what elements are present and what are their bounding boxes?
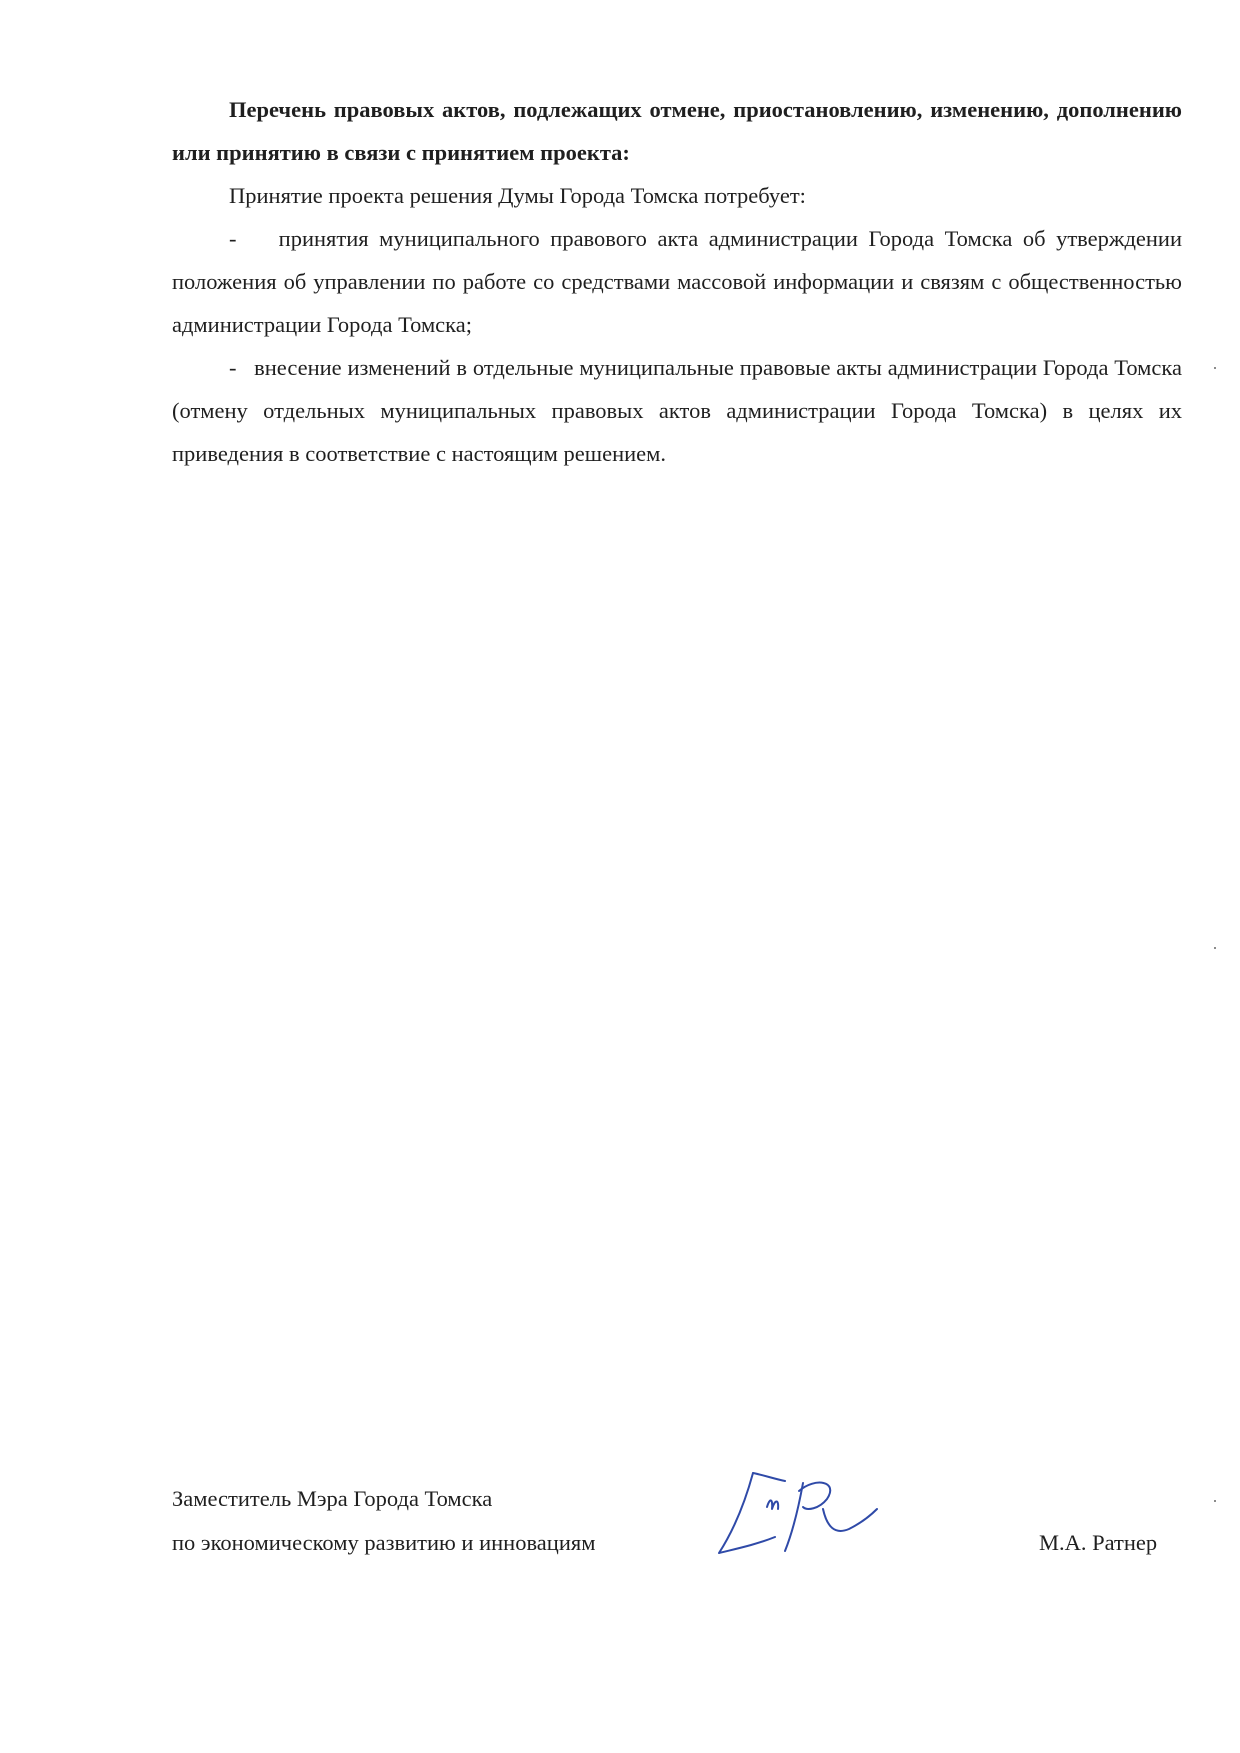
- list-item-adopt-act: - принятия муниципального правового акта администрации Города Томска об утверждении положения об управлении по работе со средствами массовой информации и связям с общественностью администрации Города Томска;: [172, 226, 1182, 337]
- list-item-amend-acts: - внесение изменений в отдельные муниципальные правовые акты администрации Города Томска (отмену отдельных муниципальных правовых актов администрации Города Томска) в целях их приведения в соответствие с настоящим решением.: [172, 355, 1182, 466]
- scan-speck: [1214, 947, 1216, 949]
- scan-speck: [1214, 367, 1216, 369]
- signatory-position: [172, 1477, 595, 1565]
- scan-speck: [1214, 1500, 1216, 1502]
- document-body: [172, 88, 1182, 475]
- position-line-1: Заместитель Мэра Города Томска: [172, 1486, 493, 1511]
- position-line-2: по экономическому развитию и инновациям: [172, 1530, 596, 1555]
- section-heading: Перечень правовых актов, подлежащих отмене, приостановлению, изменению, дополнению или принятию в связи с принятием проекта:: [172, 97, 1182, 165]
- handwritten-signature: [715, 1465, 885, 1555]
- signatory-name: М.А. Ратнер: [1039, 1530, 1158, 1555]
- intro-paragraph: Принятие проекта решения Думы Города Томска потребует:: [229, 183, 806, 208]
